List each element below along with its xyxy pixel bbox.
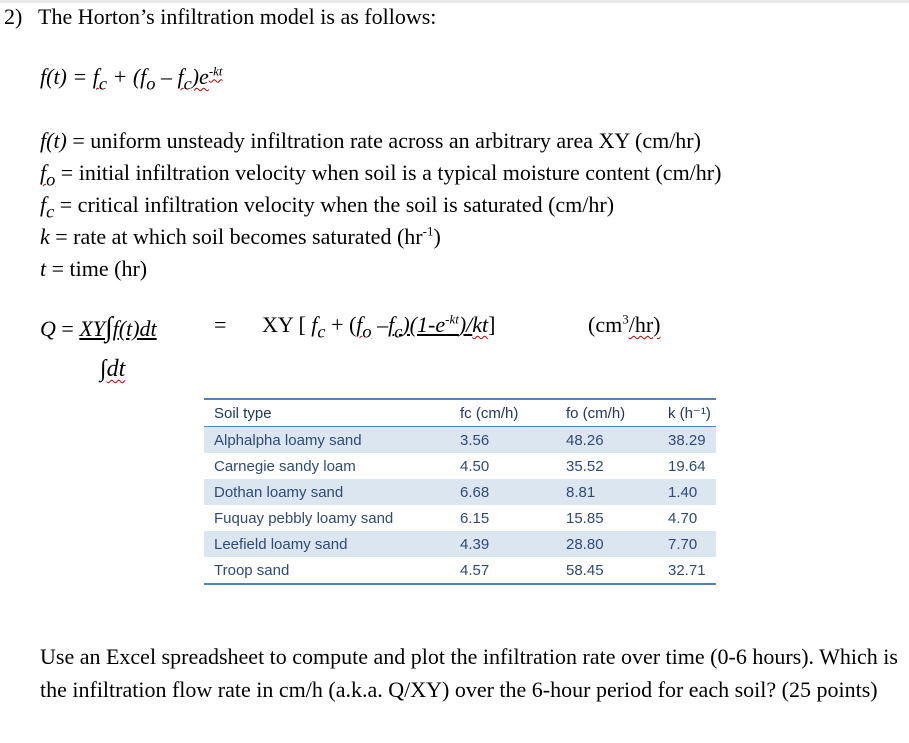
def-ft-symbol: f(t) [40,128,67,153]
cell-k: 7.70 [658,531,716,557]
eq1-fc-sub: c [98,73,107,94]
header-fc: fc (cm/h) [450,399,556,427]
cell-k: 4.70 [668,509,698,527]
def-t-text: = time (hr) [46,256,148,281]
eq1-fo-sub: o [146,73,156,94]
eq2-rhs-fc2-sub: c [394,321,403,342]
flow-equation [40,312,680,346]
cell-fo: 35.52 [566,457,604,475]
definition-fo [40,160,721,190]
cell-soil: Fuquay pebbly loamy sand [214,509,394,527]
cell-k: 1.40 [658,479,716,505]
cell-k: 19.64 [668,457,706,475]
eq2-rhs-fo: f [356,312,363,337]
question-text: Use an Excel spreadsheet to compute and plot the infiltration rate over time (0-6 hours). Which is the infiltration flow rate in cm/h (a.k.a. Q/XY) over the 6-hour period for each soil? (25 points) [40,644,898,702]
eq2-rhs-fc: f [311,312,318,337]
table-row [204,479,716,505]
cell-k: 38.29 [658,427,716,454]
def-k-symbol: k [40,224,50,249]
def-fc-sub: c [46,201,55,222]
eq2-rhs-a: XY [ [262,312,306,337]
eq2-unit-b: /hr) [628,312,661,337]
eq2-q: Q [40,316,56,341]
eq2-unit [588,312,660,338]
table-row [204,505,716,531]
eq2-rhs-kt: kt [472,312,489,337]
eq2-equals: = [214,312,227,337]
problem-title: The Horton’s infiltration model is as follows: [38,4,437,29]
denominator-integral [100,356,125,383]
eq2-unit-a: (cm [588,312,623,337]
top-rule [0,0,909,3]
eq1-exp: -kt [208,63,223,79]
eq1-minus: – [155,64,178,89]
cell-fc: 6.68 [450,479,556,505]
eq2-rhs-d: )(1-e [402,312,446,337]
horton-equation [40,64,223,94]
cell-fc: 4.39 [450,531,556,557]
def-k-close: ) [433,224,441,249]
header-soil-type: Soil type [204,399,450,427]
eq3-integral: ∫ [100,356,107,382]
table-row [204,531,716,557]
eq1-plus: + ( [107,64,141,89]
eq1-fc2-sub: c [183,73,192,94]
table-row [204,453,716,479]
soil-parameters-table [204,398,716,585]
def-ft-text: = uniform unsteady infiltration rate across an arbitrary area XY (cm/hr) [66,128,701,153]
definition-k [40,224,441,250]
problem-heading [4,4,436,30]
cell-fo: 48.26 [556,427,658,454]
table-row [204,427,716,454]
definition-t [40,256,147,282]
cell-fo: 28.80 [556,531,658,557]
eq2-rhs-e: )/ [458,312,473,337]
cell-fc: 4.57 [460,561,490,579]
definition-fc [40,192,614,222]
eq2-rhs-fc-sub: c [317,321,326,342]
cell-fo: 8.81 [556,479,658,505]
def-fo-text: = initial infiltration velocity when soil is a typical moisture content (cm/hr) [55,160,722,185]
eq2-rhs-c: – [371,312,389,337]
eq3-dt: dt [106,356,126,382]
def-fc-symbol: f [40,192,47,217]
eq1-fc2: f [177,64,184,89]
eq2-xy: XY [79,316,105,341]
cell-soil: Carnegie sandy loam [214,457,356,475]
def-fo-sub: o [46,169,56,190]
cell-fo: 58.45 [566,561,604,579]
cell-fo: 15.85 [566,509,604,527]
problem-number: 2) [4,4,23,29]
eq1-lhs: f(t) = [40,64,93,89]
cell-fc: 3.56 [450,427,556,454]
table-row [204,557,716,584]
eq2-rhs-f: ] [488,312,496,337]
header-fo: fo (cm/h) [556,399,658,427]
eq2-rhs-exp: -kt [445,311,459,327]
eq2-rhs-fc2: f [388,312,395,337]
cell-soil: Alphalpha loamy sand [204,427,450,454]
cell-soil: Troop sand [214,561,290,579]
header-k: k (h⁻¹) [658,399,716,427]
eq2-unit-exp: 3 [622,311,629,327]
eq1-fc: f [92,64,99,89]
def-k-exp: -1 [422,223,434,239]
definition-ft [40,128,701,154]
cell-fc: 6.15 [460,509,490,527]
eq1-fo: f [140,64,147,89]
def-fo-symbol: f [40,160,47,185]
def-k-text: = rate at which soil becomes saturated (hr [49,224,423,249]
def-fc-text: = critical infiltration velocity when the soil is saturated (cm/hr) [54,192,615,217]
eq2-integral: ∫ [105,312,113,343]
cell-soil: Leefield loamy sand [204,531,450,557]
cell-soil: Dothan loamy sand [204,479,450,505]
table-header-row [204,399,716,427]
eq2-rhs-fo-sub: o [362,321,372,342]
cell-k: 32.71 [668,561,706,579]
cell-fc: 4.50 [460,457,490,475]
def-t-symbol: t [40,256,47,281]
eq2-rhs-b: + ( [325,312,357,337]
eq2-integrand: f(t)dt [112,316,157,341]
eq2-lhs-eq: = [55,316,80,341]
eq1-close: )e [191,64,209,89]
